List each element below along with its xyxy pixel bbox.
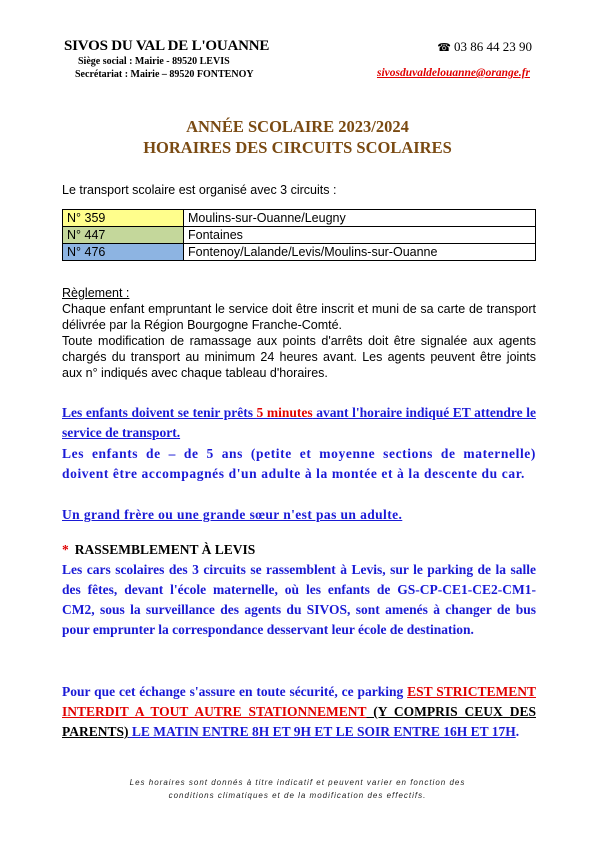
table-row [63, 244, 536, 261]
warning-punctuality [62, 403, 536, 443]
gathering-paragraph-1: Les cars scolaires des 3 circuits se rassemblent à Levis, sur le parking de la salle des fêtes, devant l'école maternelle, où les enfants de GS-CP-CE1-CE2-CM1-CM2, sous la surveillance des agents du SIVOS, sont amenés à changer de bus pour emprunter la correspondance desservant leur école de destination. [62, 562, 536, 637]
gathering-heading [62, 542, 255, 558]
warning-text: Les enfants doivent se tenir prêts [62, 405, 257, 420]
head-office-address: Siège social : Mairie - 89520 LEVIS [78, 56, 230, 67]
regulation-paragraph-2: Toute modification de ramassage aux points d'arrêts doit être signalée aux agents chargés du transport au minimum 24 heures avant. Les agents peuvent être joints aux n° indiqués avec chaque tableau d'horaires. [62, 334, 536, 380]
phone-number [437, 39, 532, 55]
gathering-text: Pour que cet échange s'assure en toute sécurité, ce parking [62, 684, 408, 699]
intro-text: Le transport scolaire est organisé avec 3 circuits : [62, 183, 337, 197]
warning-sibling: Un grand frère ou une grande sœur n'est pas un adulte. [62, 507, 403, 522]
table-row [63, 227, 536, 244]
parents-included: (Y COMPRIS CEUX DES PARENTS) [62, 704, 536, 739]
footer-note-line-1: Les horaires sont donnés à titre indicatif et peuvent varier en fonction des [129, 778, 466, 787]
schedule-title: HORAIRES DES CIRCUITS SCOLAIRES [143, 138, 452, 157]
prohibition-hours: LE MATIN ENTRE 8H ET 9H ET LE SOIR ENTRE 16H ET 17H [128, 724, 516, 739]
telephone-icon: ☎ [437, 42, 451, 54]
circuit-number: N° 476 [63, 244, 184, 261]
email-link[interactable]: sivosduvaldelouanne@orange.fr [376, 67, 530, 79]
warning-young-children: Les enfants de – de 5 ans (petite et moyenne sections de maternelle) doivent être accompagnés d'un adulte à la montée et à la descente du car. [62, 446, 536, 481]
secretariat-address: Secrétariat : Mairie – 89520 FONTENOY [75, 69, 254, 80]
footer-note-line-2: conditions climatiques et de la modification des effectifs. [168, 791, 427, 800]
phone-text: 03 86 44 23 90 [454, 39, 532, 54]
circuits-table [62, 209, 536, 261]
warning-text: avant l'horaire indiqué ET attendre le service de transport. [62, 405, 536, 440]
circuit-number: N° 359 [63, 210, 184, 227]
warning-highlight: 5 minutes [256, 405, 313, 420]
table-row [63, 210, 536, 227]
regulation-paragraph-1: Chaque enfant empruntant le service doit être inscrit et muni de sa carte de transport délivrée par la Région Bourgogne Franche-Comté. [62, 302, 536, 332]
asterisk-bullet: * [62, 542, 69, 557]
regulation-heading: Règlement : [62, 286, 130, 300]
circuit-route: Moulins-sur-Ouanne/Leugny [184, 210, 536, 227]
organization-name: SIVOS DU VAL DE L'OUANNE [64, 38, 270, 54]
school-year-title: ANNÉE SCOLAIRE 2023/2024 [186, 117, 409, 136]
circuit-route: Fontenoy/Lalande/Levis/Moulins-sur-Ouanne [184, 244, 536, 261]
circuit-route: Fontaines [184, 227, 536, 244]
gathering-paragraph-2 [62, 682, 536, 742]
gathering-title: RASSEMBLEMENT À LEVIS [74, 542, 256, 557]
gathering-text-end: . [515, 724, 520, 739]
parking-prohibition: EST STRICTEMENT INTERDIT A TOUT AUTRE STATIONNEMENT [62, 684, 536, 719]
circuit-number: N° 447 [63, 227, 184, 244]
